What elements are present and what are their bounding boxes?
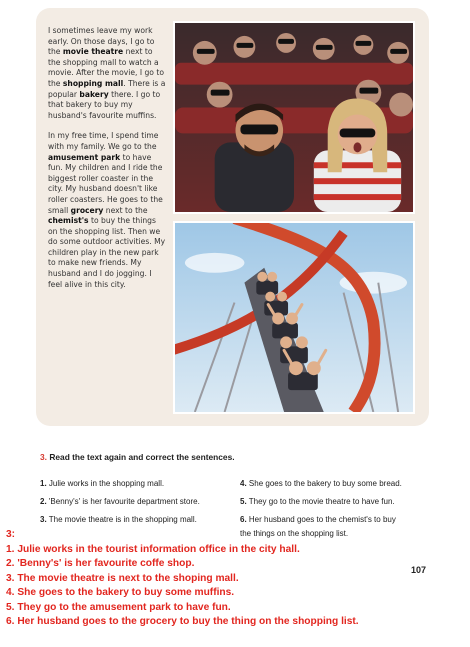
answer-line: 6. Her husband goes to the grocery to buy the thing on the shopping list. <box>6 616 359 627</box>
page-number: 107 <box>411 565 427 575</box>
keyword-movie-theatre: movie theatre <box>62 47 124 57</box>
answer-line: 4. She goes to the bakery to buy some muffins. <box>6 587 235 598</box>
exercise-item-6: 6. Her husband goes to the chemist's to buy the things on the shopping list. <box>240 515 396 538</box>
exercise-item-2: 2. 'Benny's' is her favourite department store. <box>40 497 200 506</box>
keyword-bakery: bakery <box>79 89 109 99</box>
exercise-item-1: 1. Julie works in the shopping mall. <box>40 479 165 488</box>
answer-line: 1. Julie works in the tourist information office in the city hall. <box>6 543 300 555</box>
keyword-shopping-mall: shopping mall <box>62 78 124 88</box>
answer-line: 5. They go to the amusement park to have fun. <box>6 601 231 613</box>
exercise-item-4: 4. She goes to the bakery to buy some bread. <box>240 479 402 488</box>
handwritten-answers <box>6 528 456 630</box>
cinema-illustration <box>175 23 413 212</box>
paragraph-1: I sometimes leave my work early. On those days, I go to the movie theatre next to the shopping mall to watch a movie. After the movie, I go to the shopping mall. There is a popular bakery there. I go to that bakery to buy my husband's favourite muffins. <box>48 26 166 120</box>
keyword-chemists: chemist's <box>48 216 89 226</box>
answer-line: 2. 'Benny's' is her favourite coffe shop. <box>6 558 195 569</box>
reading-text <box>48 26 166 300</box>
paragraph-2: In my free time, I spend time with my family. We go to the amusement park to have fun. My children and I ride the biggest roller coaster in the city. My husband doesn't like roller coasters. He goes to the small grocery next to the chemist's to buy the things on the shopping list. Then we do some outdoor activities. My children play in the new park to make new friends. My husband and I do jogging. I feel alive in this city. <box>48 131 166 289</box>
exercise-item-5: 5. They go to the movie theatre to have fun. <box>240 497 395 506</box>
answers-heading: 3: <box>6 529 16 540</box>
cinema-audience-photo <box>173 21 415 214</box>
keyword-amusement-park: amusement park <box>48 152 121 162</box>
roller-coaster-photo <box>173 221 415 414</box>
roller-coaster-illustration <box>175 223 413 412</box>
exercise-item-3: 3. The movie theatre is in the shopping mall. <box>40 515 197 524</box>
keyword-grocery: grocery <box>70 205 104 215</box>
exercise-title: 3. Read the text again and correct the sentences. <box>40 452 235 462</box>
answer-line: 3. The movie theatre is next to the shoping mall. <box>6 572 239 584</box>
